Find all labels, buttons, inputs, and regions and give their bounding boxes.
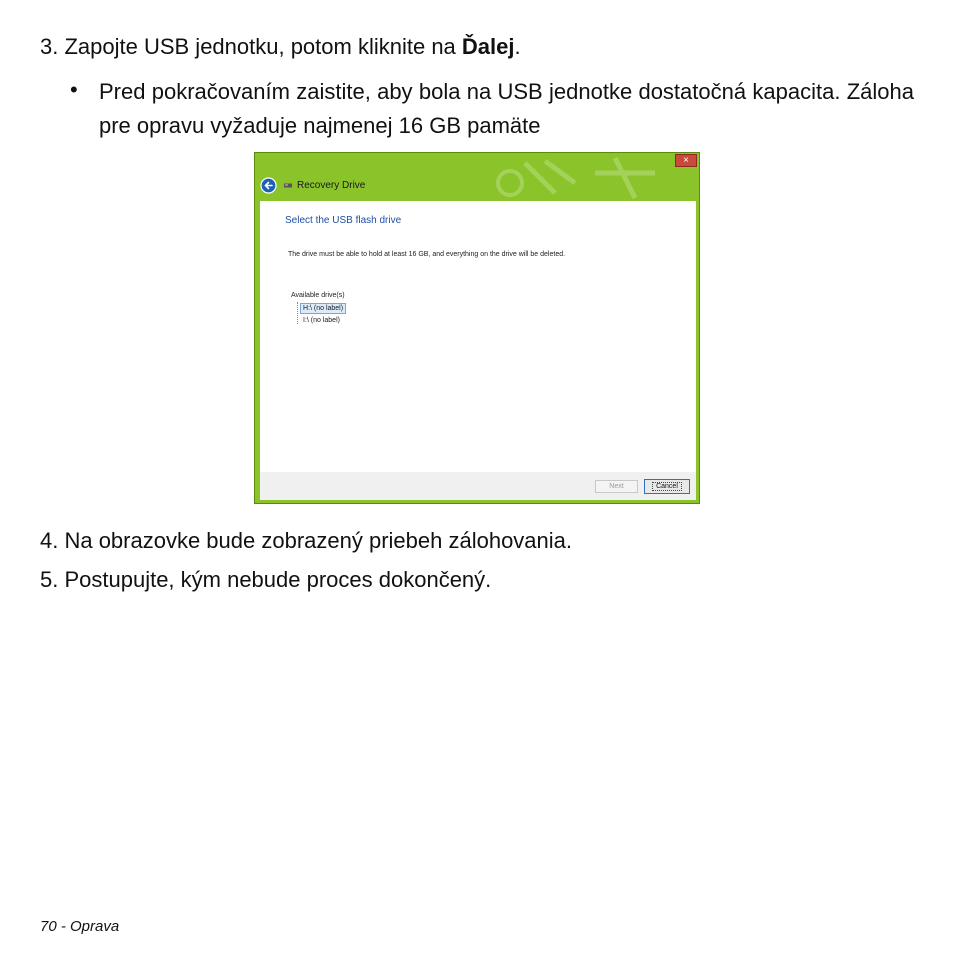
- dialog-content: [260, 201, 696, 472]
- recovery-drive-screenshot: [254, 152, 700, 504]
- step-5-instruction: 5. Postupujte, kým nebude proces dokončený.: [40, 567, 492, 592]
- back-arrow-icon[interactable]: [260, 177, 277, 194]
- page-footer: 70 - Oprava: [40, 918, 120, 935]
- bullet-capacity-note: Pred pokračovaním zaistite, aby bola na USB jednotke dostatočná kapacita. Záloha pre opravu vyžaduje najmenej 16 GB pamäte: [99, 79, 914, 138]
- step-4-instruction: 4. Na obrazovke bude zobrazený priebeh zálohovania.: [40, 528, 573, 553]
- button-bar: [260, 472, 696, 500]
- step-3-instruction: [40, 34, 521, 60]
- available-drives-label: Available drive(s): [291, 292, 345, 299]
- drive-icon: [284, 183, 292, 188]
- next-button[interactable]: Next: [595, 480, 638, 493]
- cancel-button[interactable]: [644, 479, 690, 494]
- drive-item-i[interactable]: I:\ (no label): [303, 317, 340, 324]
- background-decoration: [255, 153, 700, 205]
- step-3-prefix: 3. Zapojte USB jednotku, potom kliknite na: [40, 34, 462, 59]
- dialog-description: The drive must be able to hold at least 16 GB, and everything on the drive will be deleted.: [288, 251, 566, 258]
- drive-item-h[interactable]: H:\ (no label): [300, 303, 346, 314]
- cancel-button-label: Cancel: [653, 483, 681, 490]
- bullet-symbol: •: [70, 77, 78, 102]
- dialog-heading: Select the USB flash drive: [285, 215, 402, 226]
- close-button[interactable]: ×: [675, 154, 697, 167]
- step-3-suffix: .: [514, 34, 521, 59]
- tree-connector: [297, 302, 299, 324]
- step-3-next-keyword: Ďalej: [461, 34, 515, 59]
- window-title: Recovery Drive: [297, 180, 366, 191]
